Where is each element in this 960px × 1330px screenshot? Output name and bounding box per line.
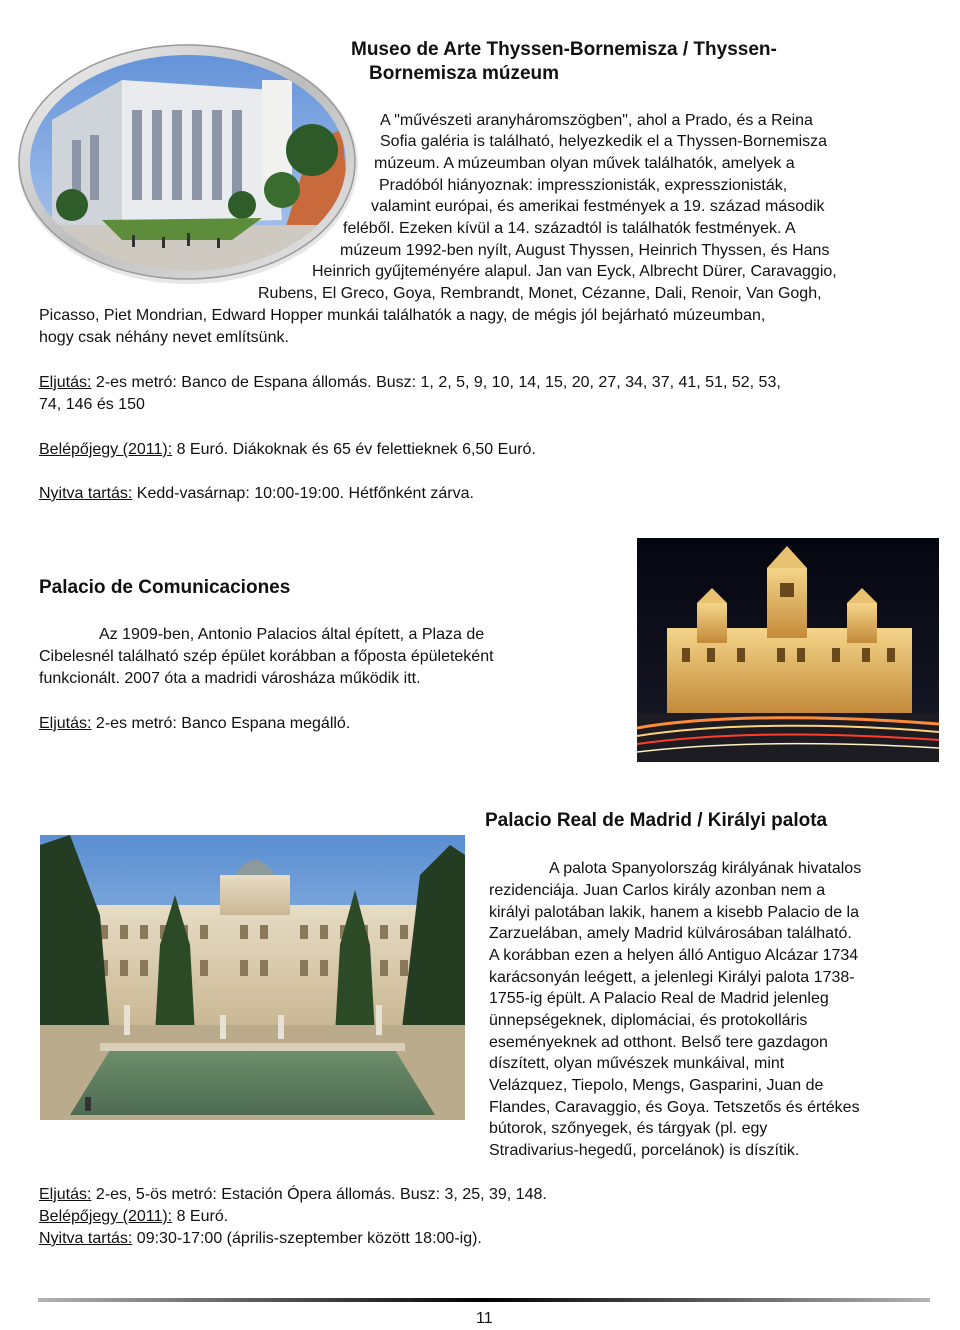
real-line: Zarzuelában, amely Madrid külvárosában található. <box>489 925 852 942</box>
museo-line: Picasso, Piet Mondrian, Edward Hopper munkái találhatók a nagy, de mégis jól bejárható múzeumban, <box>39 307 766 324</box>
comunicaciones-title: Palacio de Comunicaciones <box>39 577 291 598</box>
page-number: 11 <box>476 1310 493 1327</box>
real-ticket <box>39 1206 228 1228</box>
real-title: Palacio Real de Madrid / Királyi palota <box>485 810 828 831</box>
comunicaciones-line: Az 1909-ben, Antonio Palacios által épített, a Plaza de <box>99 626 485 643</box>
comunicaciones-line: Cibelesnél található szép épület korábban a főposta épületeként <box>39 648 494 665</box>
real-line: A korábban ezen a helyen álló Antiguo Alcázar 1734 <box>489 947 859 964</box>
ticket-text: 8 Euró. <box>172 1208 229 1225</box>
getting-there-label: Eljutás: <box>39 1186 92 1203</box>
real-line: ünnepségeknek, diplomáciai, és protokolláris <box>489 1012 808 1029</box>
getting-there-label: Eljutás: <box>39 715 92 732</box>
hours-text: 09:30-17:00 (április-szeptember között 18:00-ig). <box>132 1230 482 1247</box>
ticket-label: Belépőjegy (2011): <box>39 1208 173 1225</box>
getting-there-text: 2-es metró: Banco Espana megálló. <box>91 715 351 732</box>
getting-there-label: Eljutás: <box>39 374 92 391</box>
real-line: Velázquez, Tiepolo, Mengs, Gasparini, Juan de <box>489 1077 824 1094</box>
museo-line: A "művészeti aranyháromszögben", ahol a Prado, és a Reina <box>380 112 813 129</box>
getting-there-text: 2-es metró: Banco de Espana állomás. Busz: 1, 2, 5, 9, 10, 14, 15, 20, 27, 34, 37, 41, 51, 52, 53, <box>91 374 781 391</box>
real-hours <box>39 1228 482 1250</box>
real-line: királyi palotában lakik, hanem a kisebb Palacio de la <box>489 904 859 921</box>
museo-line: Heinrich gyűjteményére alapul. Jan van Eyck, Albrecht Dürer, Caravaggio, <box>312 263 837 280</box>
hours-text: Kedd-vasárnap: 10:00-19:00. Hétfőnként zárva. <box>132 485 474 502</box>
museo-line: feléből. Ezeken kívül a 14. századtól is találhatók festmények. A <box>343 220 796 237</box>
museo-hours <box>39 483 474 505</box>
comunicaciones-getting-there <box>39 713 350 735</box>
hours-label: Nyitva tartás: <box>39 1230 133 1247</box>
thyssen-museum-photo <box>12 40 360 288</box>
real-line: Flandes, Caravaggio, és Goya. Tetszetős és értékes <box>489 1099 860 1116</box>
museo-getting-there-cont: 74, 146 és 150 <box>39 396 145 413</box>
real-line: karácsonyán leégett, a jelenlegi Királyi palota 1738- <box>489 969 855 986</box>
real-line: Stradivarius-hegedű, porcelánok) is díszítik. <box>489 1142 800 1159</box>
comunicaciones-night-photo <box>637 538 939 762</box>
getting-there-text: 2-es, 5-ös metró: Estación Ópera állomás. Busz: 3, 25, 39, 148. <box>91 1186 547 1203</box>
museo-title-line1: Museo de Arte Thyssen-Bornemisza / Thyssen- <box>351 39 777 60</box>
museo-line: Rubens, El Greco, Goya, Rembrandt, Monet, Cézanne, Dali, Renoir, Van Gogh, <box>258 285 822 302</box>
museo-line: múzeum 1992-ben nyílt, August Thyssen, Heinrich Thyssen, és Hans <box>340 242 830 259</box>
real-line: eseményeknek ad otthont. Belső tere gazdagon <box>489 1034 828 1051</box>
real-line: A palota Spanyolország királyának hivatalos <box>549 860 862 877</box>
museo-title-line2: Bornemisza múzeum <box>369 63 560 84</box>
museo-line: Pradóból hiányoznak: impresszionisták, expresszionisták, <box>379 177 788 194</box>
real-line: 1755-ig épült. A Palacio Real de Madrid jelenleg <box>489 990 829 1007</box>
real-line: rezidenciája. Juan Carlos király azonban nem a <box>489 882 826 899</box>
museo-getting-there <box>39 372 781 394</box>
real-line: díszített, olyan művészek munkáival, mint <box>489 1055 785 1072</box>
museo-ticket <box>39 439 536 461</box>
palacio-real-photo <box>40 835 465 1120</box>
ticket-label: Belépőjegy (2011): <box>39 441 173 458</box>
footer-rule <box>38 1298 930 1302</box>
museo-line: múzeum. A múzeumban olyan művek találhatók, amelyek a <box>374 155 795 172</box>
real-getting-there <box>39 1184 547 1206</box>
real-line: bútorok, szőnyegek, és tárgyak (pl. egy <box>489 1120 768 1137</box>
museo-line: Sofia galéria is található, helyezkedik el a Thyssen-Bornemisza <box>380 133 828 150</box>
museo-line: valamint európai, és amerikai festmények a 19. század második <box>371 198 825 215</box>
ticket-text: 8 Euró. Diákoknak és 65 év felettieknek 6,50 Euró. <box>172 441 536 458</box>
hours-label: Nyitva tartás: <box>39 485 133 502</box>
comunicaciones-line: funkcionált. 2007 óta a madridi városháza működik itt. <box>39 670 421 687</box>
museo-line: hogy csak néhány nevet említsünk. <box>39 329 289 346</box>
